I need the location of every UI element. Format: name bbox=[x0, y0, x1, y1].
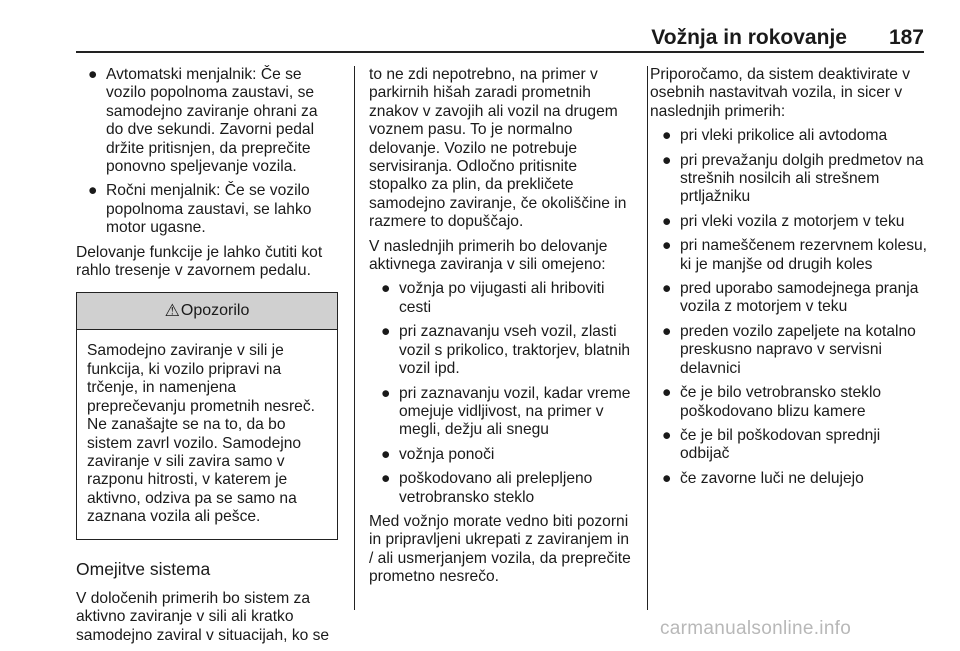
watermark: carmanualsonline.info bbox=[660, 618, 852, 639]
list-item: ● pri vleki prikolice ali avtodoma bbox=[662, 127, 888, 145]
column-divider-1 bbox=[354, 66, 355, 610]
paragraph: Delovanje funkcije je lahko čutiti kot rahlo tresenje v zavornem pedalu. bbox=[76, 243, 323, 280]
subheading: Omejitve sistema bbox=[76, 558, 211, 579]
bullet-icon: ● bbox=[662, 384, 672, 402]
bullet-icon: ● bbox=[662, 322, 672, 340]
column-2 bbox=[369, 66, 635, 593]
bullet-list bbox=[76, 66, 338, 238]
bullet-icon: ● bbox=[662, 127, 672, 145]
header-divider bbox=[76, 51, 924, 53]
list-item: ● pri vleki vozila z motorjem v teku bbox=[662, 212, 905, 230]
paragraph: V naslednjih primerih bo delovanje aktivnega zaviranja v sili omejeno: bbox=[369, 237, 608, 274]
list-item: ● Avtomatski menjalnik: Če se vozilo popolnoma zaustavi, se samodejno zaviranje ohrani za do dve sekundi. Zavorni pedal držite pritisnjen, da preprečite ponovno speljevanje vozila. bbox=[88, 66, 318, 176]
warning-text: Samodejno zaviranje v sili je funkcija, ki vozilo pripravi na trčenje, in namenjena preprečevanju prometnih nesreč. Ne zanašajte se na to, da bo sistem zavrl vozilo. Samodejno zaviranje v sili zavira samo v razponu hitrosti, v katerem je aktivno, odziva pa se samo na zaznana vozila ali pešce. bbox=[87, 342, 315, 526]
paragraph: V določenih primerih bo sistem za aktivno zaviranje v sili ali kratko samodejno zaviral v situacijah, ko se bbox=[76, 589, 330, 644]
list-item: ● pri prevažanju dolgih predmetov na strešnih nosilcih ali strešnem prtljažniku bbox=[662, 151, 924, 206]
bullet-icon: ● bbox=[88, 66, 98, 83]
bullet-icon: ● bbox=[662, 237, 672, 255]
bullet-icon: ● bbox=[662, 469, 672, 487]
bullet-icon: ● bbox=[662, 426, 672, 444]
warning-header bbox=[77, 293, 337, 330]
list-item: ● vožnja ponoči bbox=[381, 445, 495, 463]
list-item: ● pri zaznavanju vseh vozil, zlasti vozil s prikolico, traktorjev, blatnih vozil ipd. bbox=[381, 323, 631, 378]
list-item: ● pred uporabo samodejnega pranja vozila z motorjem v teku bbox=[662, 280, 919, 316]
bullet-icon: ● bbox=[662, 151, 672, 169]
column-3 bbox=[650, 66, 930, 494]
paragraph: Med vožnjo morate vedno biti pozorni in pripravljeni ukrepati z zaviranjem in / ali usmerjanjem vozila, da preprečite prometno nesrečo. bbox=[369, 512, 631, 586]
warning-title: Opozorilo bbox=[180, 302, 250, 320]
bullet-icon: ● bbox=[381, 470, 391, 488]
bullet-list bbox=[369, 280, 635, 506]
bullet-icon: ● bbox=[381, 323, 391, 341]
list-item: ● pri zaznavanju vozil, kadar vreme omejuje vidljivost, na primer v megli, dežju ali snegu bbox=[381, 384, 631, 439]
column-1 bbox=[76, 66, 338, 651]
bullet-icon: ● bbox=[381, 280, 391, 298]
page-number: 187 bbox=[888, 26, 924, 49]
warning-triangle-icon: ⚠ bbox=[164, 301, 180, 321]
list-item: ● pri nameščenem rezervnem kolesu, ki je manjše od drugih koles bbox=[662, 237, 928, 273]
paragraph: Priporočamo, da sistem deaktivirate v osebnih nastavitvah vozila, in sicer v naslednjih primerih: bbox=[650, 66, 910, 120]
section-title: Vožnja in rokovanje bbox=[651, 26, 847, 49]
list-item: ● Ročni menjalnik: Če se vozilo popolnoma zaustavi, se lahko motor ugasne. bbox=[88, 182, 312, 237]
list-item: ● če zavorne luči ne delujejo bbox=[662, 469, 864, 487]
list-item: ● če je bil poškodovan sprednji odbijač bbox=[662, 426, 881, 463]
bullet-icon: ● bbox=[662, 280, 672, 298]
bullet-icon: ● bbox=[662, 212, 672, 230]
bullet-icon: ● bbox=[381, 384, 391, 402]
bullet-list bbox=[650, 127, 930, 488]
column-divider-2 bbox=[647, 66, 648, 610]
page-header bbox=[76, 26, 924, 50]
bullet-icon: ● bbox=[88, 182, 98, 200]
list-item: ● če je bilo vetrobransko steklo poškodovano blizu kamere bbox=[662, 384, 882, 420]
list-item: ● poškodovano ali prelepljeno vetrobransko steklo bbox=[381, 470, 593, 506]
list-item: ● preden vozilo zapeljete na kotalno preskusno napravo v servisni delavnici bbox=[662, 322, 916, 377]
paragraph: to ne zdi nepotrebno, na primer v parkirnih hišah zaradi prometnih znakov v zavojih ali vozil na drugem voznem pasu. To je normalno delovanje. Vozilo ne potrebuje servisiranja. Odločno pritisnite stopalko za plin, da prekličete samodejno zaviranje, če okoliščine in razmere to dopuščajo. bbox=[369, 66, 627, 231]
warning-box bbox=[76, 292, 338, 539]
bullet-icon: ● bbox=[381, 445, 391, 463]
list-item: ● vožnja po vijugasti ali hriboviti cesti bbox=[381, 280, 605, 316]
